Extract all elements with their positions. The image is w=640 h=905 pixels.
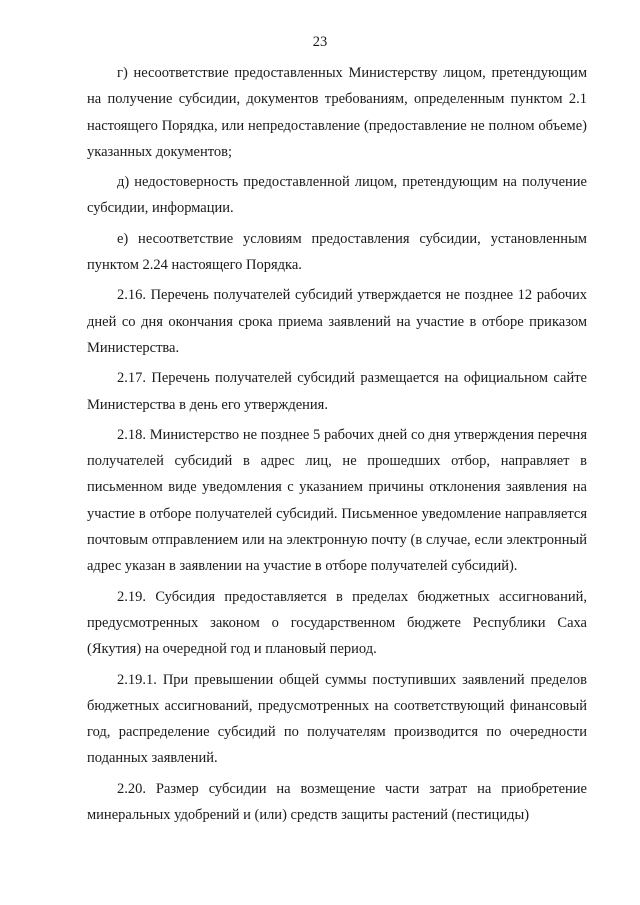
page-number: 23 xyxy=(312,34,328,50)
paragraph-item-g: г) несоответствие предоставленных Министерству лицом, претендующим на получение субсидии, документов требованиям, определенным пунктом 2.1 настоящего Порядка, или непредоставление (предоставление не полном объеме) указанных документов; xyxy=(87,65,587,160)
paragraph-2-20: 2.20. Размер субсидии на возмещение части затрат на приобретение минеральных удобрений и (или) средств защиты растений (пестициды) xyxy=(87,780,587,824)
paragraph-2-19: 2.19. Субсидия предоставляется в пределах бюджетных ассигнований, предусмотренных законом о государственном бюджете Республики Саха (Якутия) на очередной год и плановый период. xyxy=(87,588,587,658)
paragraph-item-d: д) недостоверность предоставленной лицом, претендующим на получение субсидии, информации. xyxy=(87,174,587,217)
paragraph-item-e: е) несоответствие условиям предоставления субсидии, установленным пунктом 2.24 настоящего Порядка. xyxy=(87,230,587,274)
paragraph-2-16: 2.16. Перечень получателей субсидий утверждается не позднее 12 рабочих дней со дня окончания срока приема заявлений на участие в отборе приказом Министерства. xyxy=(87,287,587,356)
paragraph-2-17: 2.17. Перечень получателей субсидий размещается на официальном сайте Министерства в день его утверждения. xyxy=(87,370,587,413)
paragraph-2-19-1: 2.19.1. При превышении общей суммы поступивших заявлений пределов бюджетных ассигнований, предусмотренных на соответствующий финансовый год, распределение субсидий по получателям производится по очередности поданных заявлений. xyxy=(87,671,587,767)
paragraph-2-18: 2.18. Министерство не позднее 5 рабочих дней со дня утверждения перечня получателей субсидий в адрес лиц, не прошедших отбор, направляет в письменном виде уведомления с указанием причины отклонения заявления на участие в отборе получателей субсидий. Письменное уведомление направляется почтовым отправлением или на электронную почту (в случае, если электронный адрес указан в заявлении на участие в отборе получателей субсидий). xyxy=(87,426,587,575)
document-body xyxy=(87,60,587,832)
